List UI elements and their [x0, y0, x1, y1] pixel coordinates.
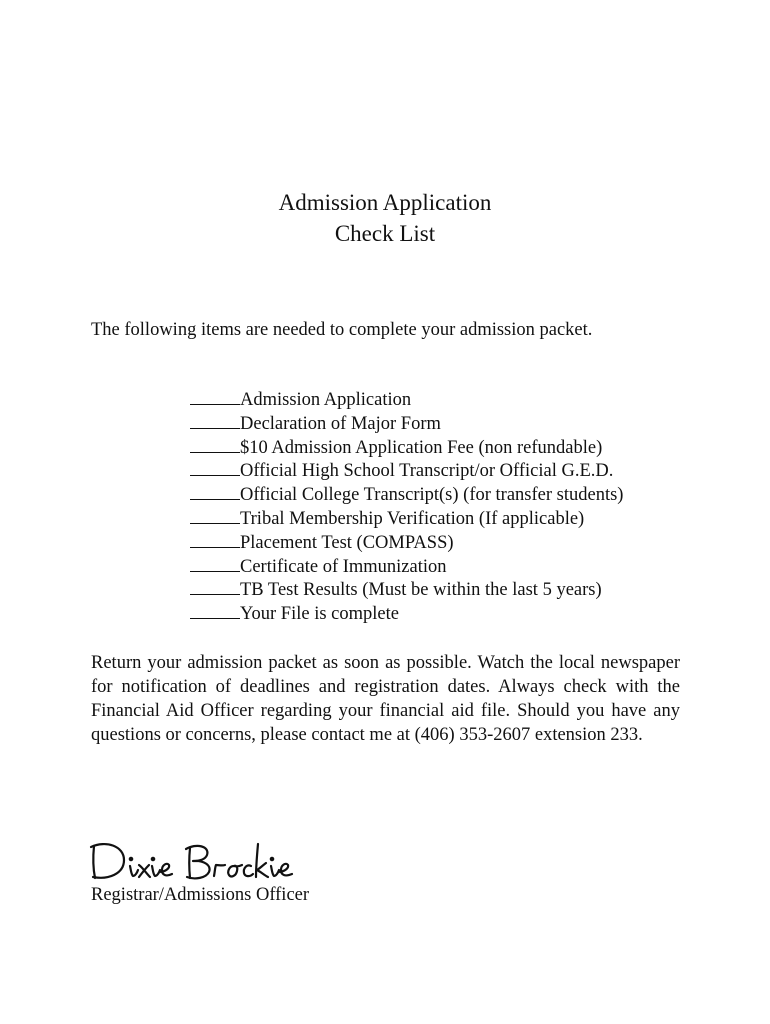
- checklist-item-label: Declaration of Major Form: [240, 413, 441, 434]
- title-line-1: Admission Application: [278, 190, 492, 215]
- checkbox-blank-line: [190, 556, 240, 572]
- checklist-item-label: Certificate of Immunization: [240, 556, 447, 577]
- checklist-item: [190, 460, 710, 484]
- checkbox-blank-line: [190, 508, 240, 524]
- intro-text: The following items are needed to complete your admission packet.: [91, 320, 593, 340]
- checklist-item: [190, 603, 710, 627]
- checkbox-blank-line: [190, 532, 240, 548]
- title-line-2: Check List: [334, 221, 436, 246]
- checklist-item-label: Tribal Membership Verification (If applicable): [240, 508, 585, 529]
- checkbox-blank-line: [190, 437, 240, 453]
- checklist-item: [190, 413, 710, 437]
- handwritten-signature: [88, 838, 308, 888]
- checklist: [190, 389, 710, 627]
- checklist-item: [190, 484, 710, 508]
- checkbox-blank-line: [190, 460, 240, 476]
- checklist-item: [190, 437, 710, 461]
- signer-title: Registrar/Admissions Officer: [91, 885, 310, 905]
- checkbox-blank-line: [190, 413, 240, 429]
- checklist-item: [190, 579, 710, 603]
- checklist-item-label: Official High School Transcript/or Official G.E.D.: [240, 461, 614, 482]
- checklist-item-label: $10 Admission Application Fee (non refundable): [240, 437, 603, 458]
- checkbox-blank-line: [190, 389, 240, 405]
- closing-paragraph: Return your admission packet as soon as possible. Watch the local newspaper for notification of deadlines and registration dates. Always check with the Financial Aid Officer regarding your financial aid file. Should you have any questions or concerns, please contact me at (406) 353-2607 extension 233.: [91, 653, 680, 745]
- checklist-item: [190, 532, 710, 556]
- checkbox-blank-line: [190, 484, 240, 500]
- document-title: [0, 187, 770, 249]
- checkbox-blank-line: [190, 603, 240, 619]
- checkbox-blank-line: [190, 579, 240, 595]
- checklist-item-label: Admission Application: [240, 390, 412, 410]
- checklist-item-label: Placement Test (COMPASS): [240, 532, 454, 553]
- checklist-item-label: Your File is complete: [240, 604, 399, 625]
- checklist-item: [190, 556, 710, 580]
- checklist-item-label: TB Test Results (Must be within the last 5 years): [240, 580, 602, 601]
- checklist-item-label: Official College Transcript(s) (for transfer students): [240, 485, 624, 506]
- checklist-item: [190, 508, 710, 532]
- checklist-item: [190, 389, 710, 413]
